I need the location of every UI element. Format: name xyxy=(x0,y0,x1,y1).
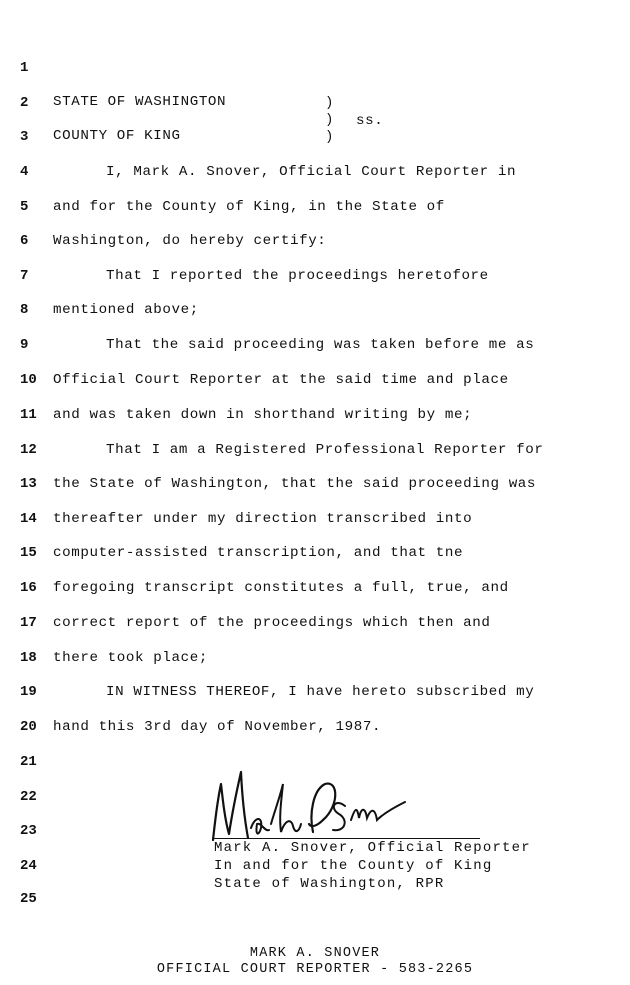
caption-paren: ) xyxy=(325,95,334,111)
signature-name: Mark A. Snover, Official Reporter xyxy=(214,840,531,856)
body-line: IN WITNESS THEREOF, I have hereto subscribed my xyxy=(106,684,535,700)
caption-county: COUNTY OF KING xyxy=(53,128,181,144)
footer-name: MARK A. SNOVER xyxy=(249,946,381,961)
line-number: 19 xyxy=(20,684,37,700)
line-number: 22 xyxy=(20,789,37,805)
caption-paren: ) xyxy=(325,112,334,128)
line-number: 5 xyxy=(20,199,29,215)
body-line: the State of Washington, that the said proceeding was xyxy=(53,476,537,492)
body-line: hand this 3rd day of November, 1987. xyxy=(53,719,382,735)
line-number: 15 xyxy=(20,545,37,561)
body-line: and for the County of King, in the State of xyxy=(53,199,445,215)
body-line: Official Court Reporter at the said time and place xyxy=(53,372,509,388)
line-number: 20 xyxy=(20,719,37,735)
body-line: and was taken down in shorthand writing by me; xyxy=(53,407,473,423)
line-number: 2 xyxy=(20,95,29,111)
signature-line xyxy=(212,838,480,839)
body-line: That the said proceeding was taken before me as xyxy=(106,337,535,353)
caption-state: STATE OF WASHINGTON xyxy=(53,94,227,110)
line-number: 18 xyxy=(20,650,37,666)
line-number: 4 xyxy=(20,164,29,180)
line-number: 8 xyxy=(20,302,29,318)
line-number: 25 xyxy=(20,891,37,907)
line-number: 13 xyxy=(20,476,37,492)
line-number: 7 xyxy=(20,268,29,284)
body-line: mentioned above; xyxy=(53,302,199,318)
caption-paren: ) xyxy=(325,129,334,145)
body-line: That I am a Registered Professional Reporter for xyxy=(106,442,544,458)
line-number: 1 xyxy=(20,60,29,76)
handwritten-signature xyxy=(205,762,415,844)
body-line: correct report of the proceedings which then and xyxy=(53,615,491,631)
line-number: 12 xyxy=(20,442,37,458)
line-number: 14 xyxy=(20,511,37,527)
signature-state: State of Washington, RPR xyxy=(214,876,445,892)
body-line: there took place; xyxy=(53,650,208,666)
body-line: That I reported the proceedings heretofore xyxy=(106,268,489,284)
line-number: 17 xyxy=(20,615,37,631)
body-line: I, Mark A. Snover, Official Court Reporter in xyxy=(106,164,517,180)
body-line: thereafter under my direction transcribed into xyxy=(53,511,473,527)
line-number: 16 xyxy=(20,580,37,596)
body-line: foregoing transcript constitutes a full, true, and xyxy=(53,580,509,596)
line-number: 21 xyxy=(20,754,37,770)
caption-ss: ss. xyxy=(356,113,384,129)
line-number: 11 xyxy=(20,407,37,423)
line-number: 3 xyxy=(20,129,29,145)
line-number: 10 xyxy=(20,372,37,388)
line-number: 9 xyxy=(20,337,29,353)
signature-county: In and for the County of King xyxy=(214,858,493,874)
line-number: 24 xyxy=(20,858,37,874)
line-number: 6 xyxy=(20,233,29,249)
body-line: Washington, do hereby certify: xyxy=(53,233,327,249)
body-line: computer-assisted transcription, and that tne xyxy=(53,545,464,561)
footer-title: OFFICIAL COURT REPORTER - 583-2265 xyxy=(156,962,474,977)
line-number: 23 xyxy=(20,823,37,839)
